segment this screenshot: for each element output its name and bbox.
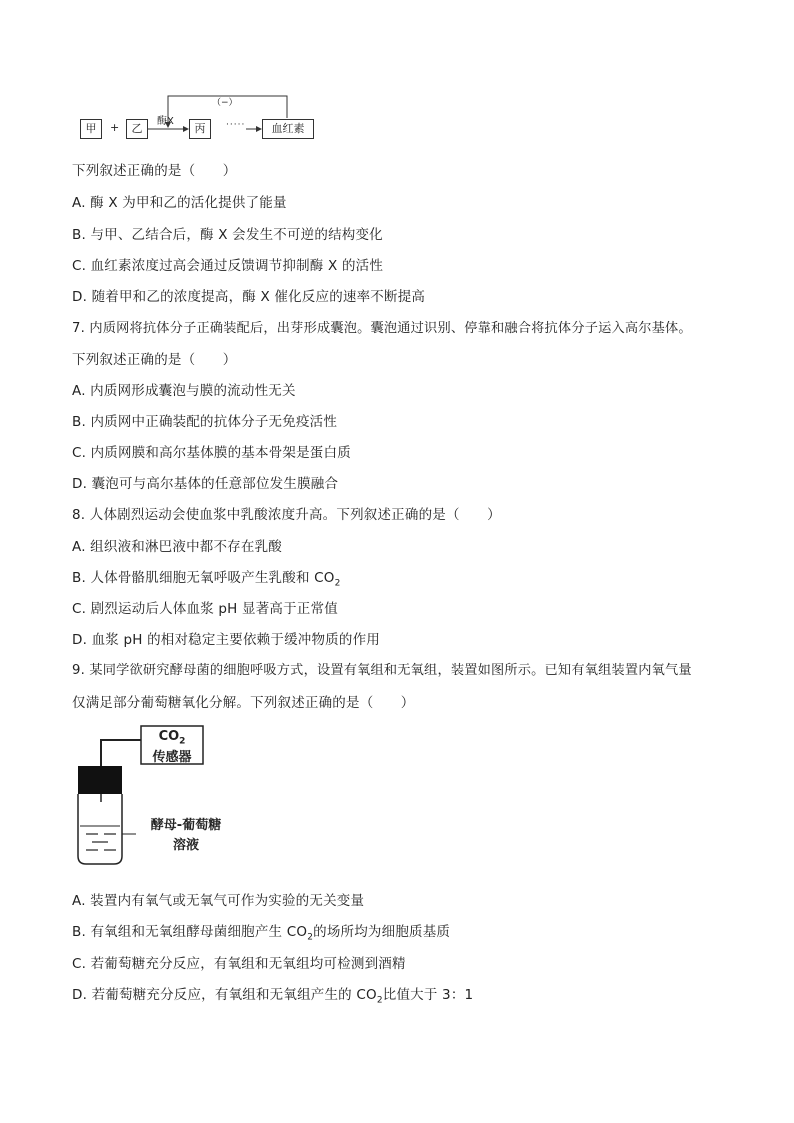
q6-option-b[interactable]: B. 与甲、乙结合后，酶 X 会发生不可逆的结构变化 [72,227,383,243]
q9-option-c[interactable]: C. 若葡萄糖充分反应，有氧组和无氧组均可检测到酒精 [72,956,406,972]
solution-label [136,816,236,856]
solution-line2: 溶液 [172,838,199,853]
box-jia: 甲 [80,119,102,139]
q9-option-a[interactable]: A. 装置内有氧气或无氧气可作为实验的无关变量 [72,893,365,909]
q6-option-d[interactable]: D. 随着甲和乙的浓度提高，酶 X 催化反应的速率不断提高 [72,289,426,305]
q9-stem-line1: 9. 某同学欲研究酵母菌的细胞呼吸方式，设置有氧组和无氧组，装置如图所示。已知有氧组装置内氧气量 [72,663,692,678]
q8-option-a[interactable]: A. 组织液和淋巴液中都不存在乳酸 [72,539,282,555]
box-xuehongsu: 血红素 [262,119,314,139]
plus-sign: + [110,121,120,134]
enzyme-label: 酶X [157,116,174,127]
q9-b-post: 的场所均为细胞质基质 [313,924,451,940]
q7-stem-line1: 7. 内质网将抗体分子正确装配后，出芽形成囊泡。囊泡通过识别、停靠和融合将抗体分子运入高尔基体。 [72,321,692,336]
q8-option-d[interactable]: D. 血浆 pH 的相对稳定主要依赖于缓冲物质的作用 [72,632,380,648]
solution-line1: 酵母-葡萄糖 [150,818,222,833]
q9-d-text: D. 若葡萄糖充分反应，有氧组和无氧组产生的 CO [72,987,377,1003]
feedback-label: （−） [212,98,238,108]
q9-b-sub: 2 [307,932,314,943]
q9-option-d[interactable] [72,986,473,1010]
q6-option-c[interactable]: C. 血红素浓度过高会通过反馈调节抑制酶 X 的活性 [72,258,384,274]
q9-stem-line2: 仅满足部分葡萄糖氧化分解。下列叙述正确的是（ ） [72,695,415,711]
q7-option-c[interactable]: C. 内质网膜和高尔基体膜的基本骨架是蛋白质 [72,445,351,461]
q7-stem-line2: 下列叙述正确的是（ ） [72,352,237,368]
sensor-sub: 2 [179,736,186,747]
q7-option-a[interactable]: A. 内质网形成囊泡与膜的流动性无关 [72,383,296,399]
q8-b-sub: 2 [334,578,341,589]
q7-option-d[interactable]: D. 囊泡可与高尔基体的任意部位发生膜融合 [72,476,339,492]
q6-option-a[interactable]: A. 酶 X 为甲和乙的活化提供了能量 [72,195,287,211]
dots: ····· [226,120,246,130]
q6-stem: 下列叙述正确的是（ ） [72,163,237,179]
sensor-label [141,729,203,766]
q7-option-b[interactable]: B. 内质网中正确装配的抗体分子无免疫活性 [72,414,338,430]
q8-stem: 8. 人体剧烈运动会使血浆中乳酸浓度升高。下列叙述正确的是（ ） [72,507,501,523]
q8-b-text: B. 人体骨骼肌细胞无氧呼吸产生乳酸和 CO [72,570,335,586]
sensor-co: CO [158,729,180,744]
q9-b-text: B. 有氧组和无氧组酵母菌细胞产生 CO [72,924,308,940]
q9-d-post: 比值大于 3：1 [382,987,474,1003]
sensor-name: 传感器 [152,749,192,765]
q9-option-b[interactable] [72,923,450,947]
q8-option-c[interactable]: C. 剧烈运动后人体血浆 pH 显著高于正常值 [72,601,338,617]
box-yi: 乙 [126,119,148,139]
box-bing: 丙 [189,119,211,139]
q9-d-sub: 2 [376,995,383,1006]
